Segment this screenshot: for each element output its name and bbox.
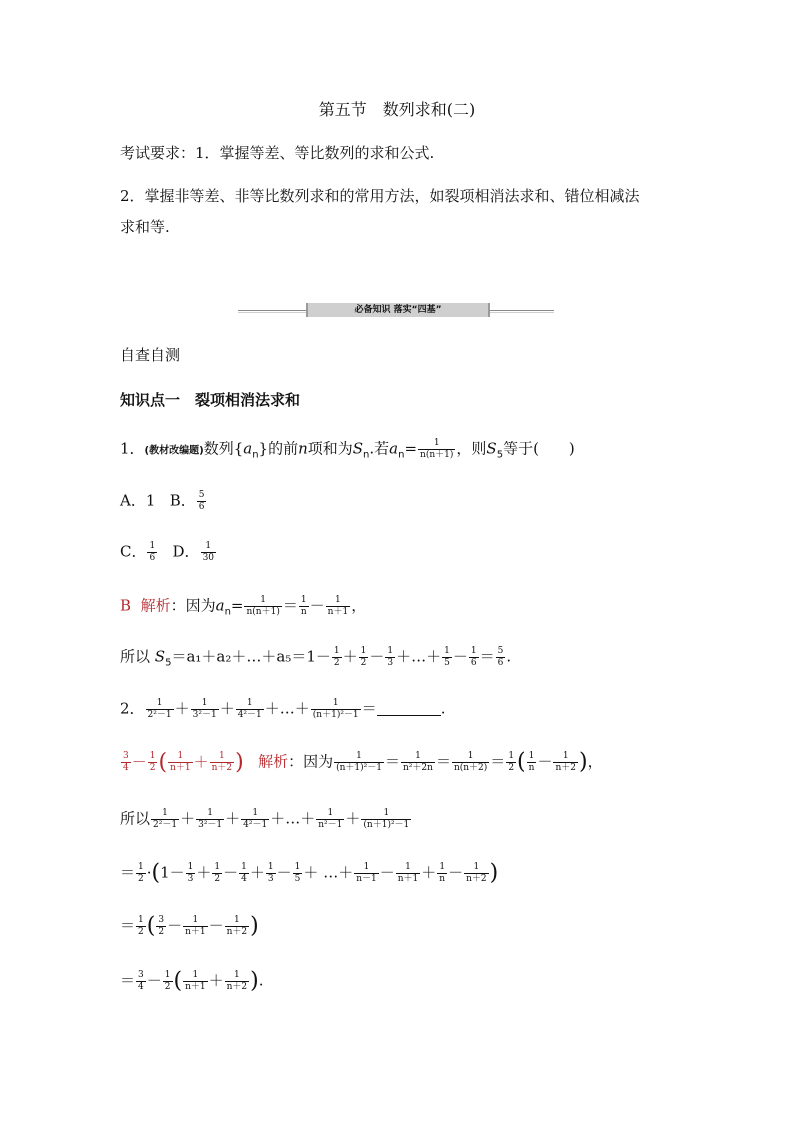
analysis-text: ：因为 xyxy=(170,596,216,615)
answer-2-line-2: 所以 $\frac{1}{\text{2²－1}}$ ＋ $\frac{1}{\text{3²－1}}$ ＋ $\frac{1}{\text{4²－1}}$ ＋…＋ $\frac{1}{\text{n²－1}}$ ＋ $\frac{1}{\text{(n＋1)²－1}}$ xyxy=(120,808,410,830)
subscript-n: n xyxy=(363,449,370,461)
numerator: 1 xyxy=(201,541,216,553)
answer-2-line-4: ＝ $\frac{1}{2}$ ( $\frac{3}{2}$ － $\frac{1}{n+1}$ － $\frac{1}{n+2}$ ) xyxy=(120,913,259,939)
var-a: a xyxy=(389,439,399,458)
option-b-label: B． xyxy=(169,491,196,510)
fraction: $\frac{1}{n+1}$ xyxy=(397,862,419,884)
fraction: $\frac{1}{n+1}$ xyxy=(185,915,206,937)
so-text: 所以 xyxy=(120,809,151,828)
fraction: $\frac{1}{n}$ xyxy=(300,595,307,617)
fraction: $\frac{1}{2}$ xyxy=(149,751,156,773)
fraction: $\frac{1}{5}$ xyxy=(444,646,450,668)
answer-2-line-3: ＝ $\frac{1}{2}$ ·(1－ $\frac{1}{3}$ ＋ $\frac{1}{2}$ － $\frac{1}{4}$ ＋ $\frac{1}{3}$ － $\frac{1}{5}$ ＋ …＋ $\frac{1}{n-1}$ － $\frac{1}{n+1}$ ＋ $\frac{1}{n}$ － $\frac{1}{n+2}$ ) xyxy=(120,860,499,886)
topic-heading: 知识点一 裂项相消法求和 xyxy=(120,391,301,409)
fraction xyxy=(121,751,131,774)
fraction: $\frac{1}{3}$ xyxy=(267,862,274,884)
ellipsis: … xyxy=(323,863,339,882)
fraction: $\frac{1}{n}$ xyxy=(528,751,535,773)
fraction: $\frac{1}{n+2}$ xyxy=(226,970,248,992)
numerator: 3 xyxy=(123,751,129,761)
fraction: $\frac{1}{3}$ xyxy=(187,862,194,884)
fraction: $\frac{1}{n+2}$ xyxy=(211,751,233,773)
denominator: 6 xyxy=(149,553,156,563)
option-c-label: C． xyxy=(120,542,147,561)
stem-text: 等于( ) xyxy=(503,439,575,458)
fraction: $\frac{1}{2}$ xyxy=(360,646,367,668)
fraction: $\frac{1}{\text{2²－1}}$ xyxy=(153,808,178,830)
fraction: $\frac{1}{\text{(n＋1)²－1}}$ xyxy=(312,698,359,720)
answer-2-line-5: ＝ $\frac{3}{4}$ － $\frac{1}{2}$ ( $\frac{1}{n+1}$ ＋ $\frac{1}{n+2}$ ). xyxy=(120,968,264,994)
fraction: $\frac{1}{6}$ xyxy=(470,646,477,668)
fraction: $\frac{1}{3}$ xyxy=(387,646,394,668)
so-text: 所以 xyxy=(120,647,151,666)
fraction: $\frac{1}{4}$ xyxy=(241,862,247,884)
denominator: 6 xyxy=(198,502,205,512)
denominator: n(n＋1) xyxy=(246,607,280,617)
period: . xyxy=(440,699,446,718)
fraction: $\frac{1}{2}$ xyxy=(214,862,221,884)
fraction: $\frac{1}{\text{2²－1}}$ xyxy=(147,698,172,720)
fraction: $\frac{5}{6}$ xyxy=(497,646,504,668)
fraction: $\frac{1}{\text{4²－1}}$ xyxy=(237,698,262,720)
analysis-label: 解析 xyxy=(258,752,289,771)
fraction: $\frac{1}{\text{3²－1}}$ xyxy=(192,698,217,720)
fraction: $\frac{1}{2}$ xyxy=(508,751,515,773)
question-2: 2． $\frac{1}{\text{2²－1}}$ ＋ $\frac{1}{\text{3²－1}}$ ＋ $\frac{1}{\text{4²－1}}$ ＋…＋ $\frac{1}{\text{(n＋1)²－1}}$ ＝ . xyxy=(120,698,446,720)
exam-requirement-2-cont: 求和等. xyxy=(120,218,170,236)
fraction: $\frac{1}{2}$ xyxy=(164,970,171,992)
fraction: $\frac{1}{n-1}$ xyxy=(356,862,377,884)
numerator: 1 xyxy=(244,595,281,607)
option-c-fraction xyxy=(147,541,157,564)
options-row-2 xyxy=(120,541,217,564)
answer-blank[interactable] xyxy=(377,701,441,716)
fraction: $\frac{1}{n+1}$ xyxy=(170,751,191,773)
options-row-1 xyxy=(120,490,207,513)
ellipsis: ＋…＋ xyxy=(270,809,316,828)
fraction: $\frac{3}{2}$ xyxy=(158,915,165,937)
fraction: $\frac{1}{\text{(n＋1)²－1}}$ xyxy=(336,751,382,773)
stem-text: 项和为 xyxy=(307,439,353,458)
exam-requirement-1: 考试要求：1．掌握等差、等比数列的求和公式. xyxy=(120,144,435,162)
divider-label: 必备知识 落实“四基” xyxy=(354,305,442,315)
subscript-n: n xyxy=(252,449,259,461)
answer-letter: B xyxy=(120,596,132,615)
answer-2-line-1: $\frac{3}{4}$ － $\frac{1}{2}$ ( $\frac{1}{n+1}$ ＋ $\frac{1}{n+2}$ ) 解析：因为 $\frac{1}{\text{(n＋1)²－1}}$ ＝ $\frac{1}{\text{n²＋2n}}$ ＝ $\frac{1}{n(n+2)}$ ＝ $\frac{1}{2}$ ( $\frac{1}{n}$ － $\frac{1}{n+2}$ )， xyxy=(120,751,603,774)
ellipsis: … xyxy=(411,647,427,666)
fraction: $\frac{1}{\text{n²－1}}$ xyxy=(318,808,343,830)
question-number: 1． xyxy=(120,439,145,458)
denominator: n(n＋1) xyxy=(420,450,454,460)
fraction: $\frac{1}{n}$ xyxy=(439,862,446,884)
subscript-n: n xyxy=(224,606,231,618)
equals-sign: = xyxy=(404,439,418,458)
fraction: $\frac{3}{4}$ xyxy=(138,970,144,992)
stem-text: ，则 xyxy=(456,439,487,458)
subscript-5: 5 xyxy=(496,449,504,461)
fraction: $\frac{1}{2}$ xyxy=(138,862,144,884)
analysis-text: ：因为 xyxy=(288,752,334,771)
var-a: a xyxy=(215,596,225,615)
fraction: $\frac{1}{n+1}$ xyxy=(185,970,206,992)
fraction: $\frac{1}{\text{4²－1}}$ xyxy=(243,808,268,830)
fraction: $\frac{1}{5}$ xyxy=(294,862,301,884)
fraction: $\frac{1}{n+1}$ xyxy=(327,595,349,617)
subscript-n: n xyxy=(398,449,405,461)
section-divider-banner xyxy=(238,302,554,318)
denominator: 4 xyxy=(123,763,129,773)
var-S: S xyxy=(486,439,497,458)
page-title: 第五节 数列求和(二) xyxy=(318,100,476,119)
exam-requirement-2: 2．掌握非等差、非等比数列求和的常用方法，如裂项相消法求和、错位相减法 xyxy=(120,187,640,205)
equals-sign: = xyxy=(230,596,244,615)
var-S: S xyxy=(154,647,166,666)
answer-expression: $\frac{3}{4}$ － $\frac{1}{2}$ ( $\frac{1}{n+1}$ ＋ $\frac{1}{n+2}$ ) xyxy=(123,749,244,775)
numerator: 5 xyxy=(198,490,205,500)
fraction: $\frac{1}{2}$ xyxy=(333,646,340,668)
option-a: A．1 xyxy=(120,491,156,510)
option-d-label: D． xyxy=(172,542,200,561)
var-n: n xyxy=(298,439,308,458)
question-tag: (教材改编题) xyxy=(144,445,204,457)
fraction xyxy=(418,438,455,461)
var-a: a xyxy=(243,439,253,458)
sum-text: ＝a₁＋a₂＋…＋a₅＝1－ xyxy=(171,647,331,666)
denominator: 30 xyxy=(202,553,215,563)
fraction: $\frac{1}{n+2}$ xyxy=(555,751,576,773)
fraction: $\frac{1}{n+2}$ xyxy=(226,915,248,937)
numerator: 1 xyxy=(149,541,156,551)
fraction: $\frac{1}{\text{3²－1}}$ xyxy=(198,808,223,830)
fraction: $\frac{1}{\text{n²＋2n}}$ xyxy=(403,751,433,773)
fraction xyxy=(244,595,281,618)
option-b-fraction xyxy=(197,490,207,513)
analysis-label: 解析 xyxy=(140,596,171,615)
question-1 xyxy=(120,438,575,466)
equals-sign: ＝ xyxy=(361,699,377,718)
fraction: $\frac{1}{\text{(n＋1)²－1}}$ xyxy=(363,808,410,830)
ellipsis: ＋…＋ xyxy=(264,699,310,718)
section-heading: 自查自测 xyxy=(120,346,181,364)
subscript-5: 5 xyxy=(165,657,172,669)
question-number: 2． xyxy=(120,699,145,718)
fraction: $\frac{1}{n+2}$ xyxy=(466,862,487,884)
divider-band xyxy=(306,303,490,317)
fraction: $\frac{1}{n(n+2)}$ xyxy=(453,751,488,773)
answer-1-line-1: B 解析：因为$a_n=$ $\frac{1}{n(n+1)}$ ＝ $\frac{1}{n}$ － $\frac{1}{n+1}$ ， xyxy=(120,595,367,618)
fraction: $\frac{1}{2}$ xyxy=(138,915,144,937)
answer-1-line-2: 所以 $S_5=a_1+a_2+\dots+a_5=1-$ $\frac{1}{2}$ ＋ $\frac{1}{2}$ － $\frac{1}{3}$ ＋…＋ $\frac{1}{5}$ － $\frac{1}{6}$ ＝ $\frac{5}{6}$ . xyxy=(120,646,512,669)
stem-text: 数列{ xyxy=(203,439,244,458)
stem-text: }的前 xyxy=(258,439,299,458)
stem-text: .若 xyxy=(369,439,390,458)
numerator: 1 xyxy=(418,438,455,450)
var-S: S xyxy=(352,439,364,458)
option-d-fraction xyxy=(201,541,216,564)
